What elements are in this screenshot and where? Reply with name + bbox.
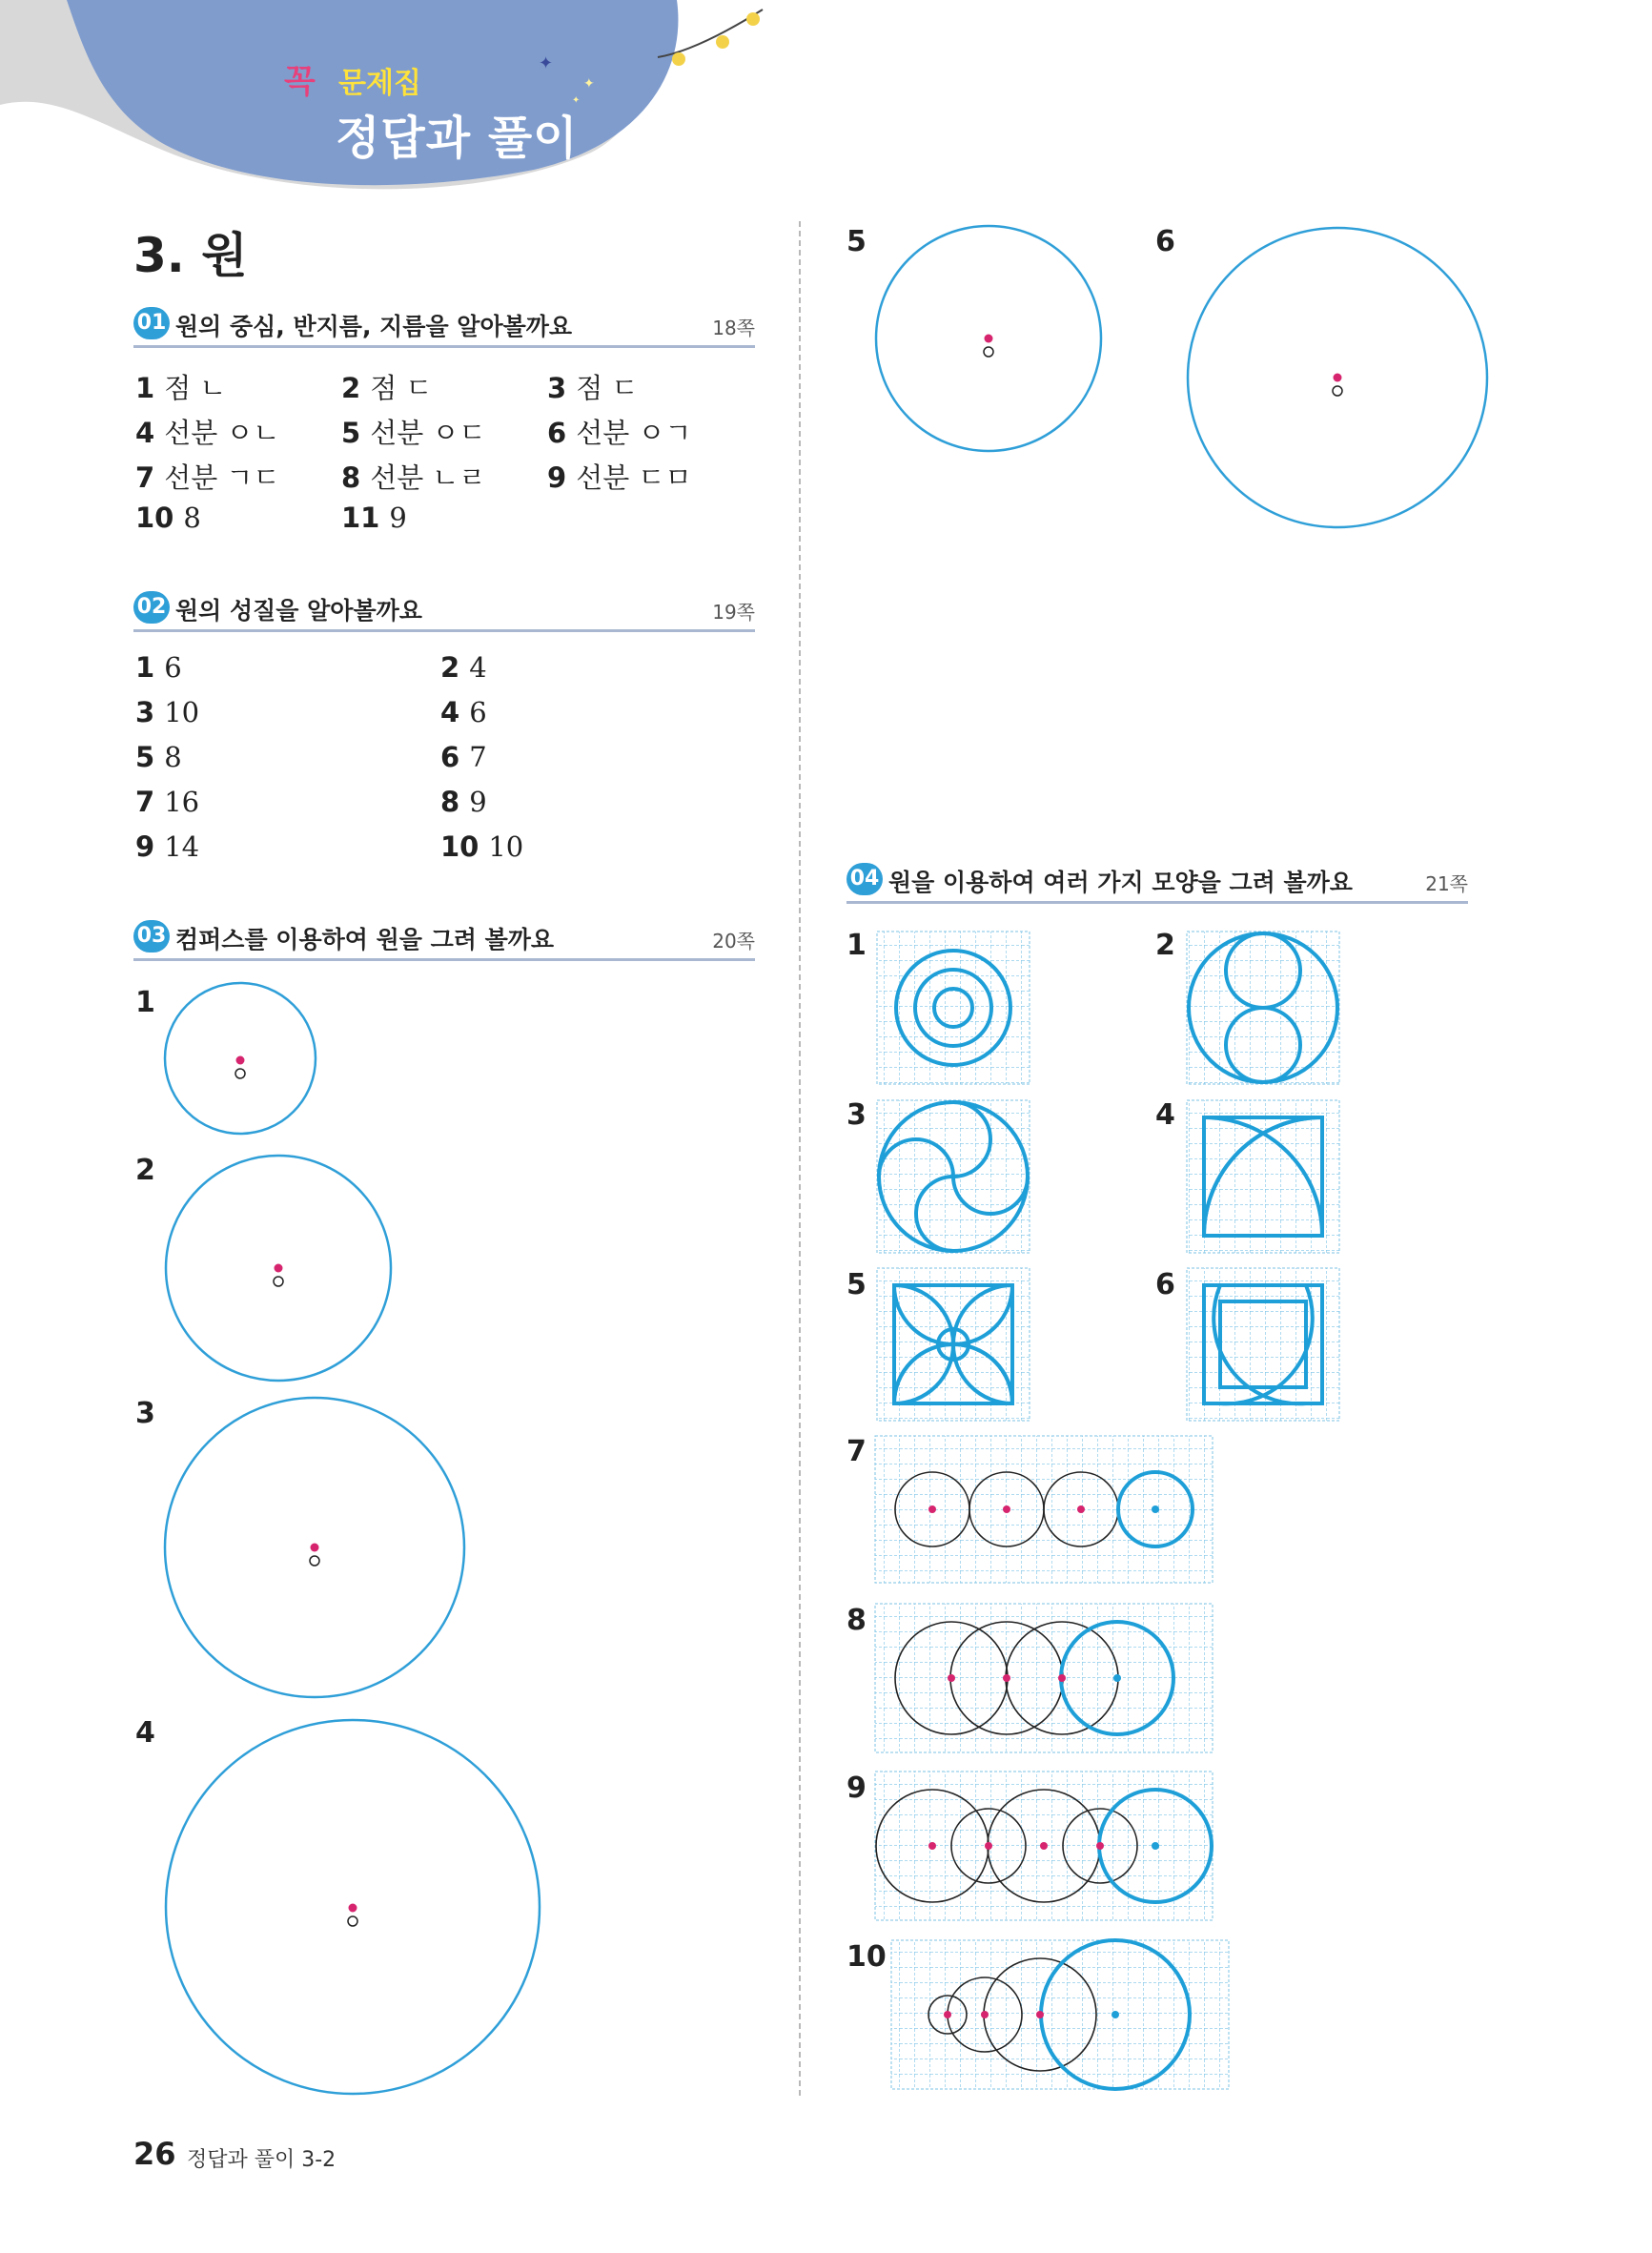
section-title: 원의 성질을 알아볼까요 bbox=[175, 597, 422, 625]
answer-value: 선분 ㄱㄷ bbox=[164, 461, 280, 494]
answer-number: 2 bbox=[440, 651, 460, 684]
section-title: 원의 중심, 반지름, 지름을 알아볼까요 bbox=[175, 313, 573, 340]
section-number: 03 bbox=[133, 920, 170, 952]
question-number: 1 bbox=[135, 986, 155, 1019]
answer-number: 7 bbox=[135, 461, 155, 494]
svg-text:✦: ✦ bbox=[539, 53, 554, 73]
section-title: 컴퍼스를 이용하여 원을 그려 볼까요 bbox=[175, 926, 555, 953]
question-number: 10 bbox=[846, 1940, 887, 1974]
answer-number: 11 bbox=[341, 502, 380, 534]
section-page-ref: 18쪽 bbox=[712, 317, 755, 339]
section-number: 02 bbox=[133, 591, 170, 624]
answer-number: 8 bbox=[341, 461, 361, 494]
section-page-ref: 21쪽 bbox=[1425, 872, 1468, 895]
answer-value: 10 bbox=[164, 696, 200, 728]
answer-value: 9 bbox=[389, 502, 407, 534]
question-number: 2 bbox=[135, 1154, 155, 1187]
answer-number: 1 bbox=[135, 651, 155, 684]
answer-value: 점 ㄷ bbox=[370, 372, 433, 404]
answer-number: 10 bbox=[440, 830, 479, 863]
question-number: 9 bbox=[846, 1772, 867, 1805]
section-title: 원을 이용하여 여러 가지 모양을 그려 볼까요 bbox=[888, 869, 1353, 896]
pattern-4 bbox=[1187, 1100, 1339, 1253]
section-number: 01 bbox=[133, 307, 170, 339]
answer-value: 4 bbox=[469, 651, 487, 684]
answer-number: 7 bbox=[135, 786, 155, 818]
svg-text:✦: ✦ bbox=[583, 76, 595, 92]
answer-number: 10 bbox=[135, 502, 174, 534]
header-title: 정답과 풀이 bbox=[336, 112, 579, 165]
answer-value: 선분 ㄴㄹ bbox=[370, 461, 486, 494]
question-number: 8 bbox=[846, 1604, 867, 1637]
answer-number: 8 bbox=[440, 786, 460, 818]
pattern-6 bbox=[1187, 1268, 1339, 1421]
answer-number: 9 bbox=[547, 461, 567, 494]
answer-value: 선분 ㅇㄷ bbox=[370, 417, 486, 449]
question-number: 4 bbox=[135, 1716, 155, 1750]
question-number: 2 bbox=[1155, 929, 1175, 962]
brand-kkok-logo: 꼭 bbox=[284, 63, 316, 101]
answer-number: 1 bbox=[135, 372, 155, 404]
answer-number: 3 bbox=[547, 372, 567, 404]
question-number: 6 bbox=[1155, 225, 1175, 258]
answer-value: 점 ㄷ bbox=[576, 372, 639, 404]
answer-value: 10 bbox=[488, 830, 524, 863]
section-number: 04 bbox=[846, 863, 883, 895]
footer-text: 정답과 풀이 3-2 bbox=[187, 2148, 337, 2172]
svg-text:✦: ✦ bbox=[572, 95, 581, 106]
answer-number: 2 bbox=[341, 372, 361, 404]
answer-number: 5 bbox=[341, 417, 361, 449]
question-number: 6 bbox=[1155, 1268, 1175, 1301]
answer-value: 16 bbox=[164, 786, 200, 818]
section-page-ref: 20쪽 bbox=[712, 930, 755, 952]
pattern-8 bbox=[875, 1604, 1213, 1752]
page-number: 26 bbox=[133, 2136, 176, 2172]
answer-value: 8 bbox=[183, 502, 201, 534]
answer-value: 8 bbox=[164, 741, 182, 773]
answer-value: 14 bbox=[164, 830, 200, 863]
pattern-9 bbox=[875, 1772, 1213, 1920]
chapter-title: 3. 원 bbox=[133, 228, 248, 283]
question-number: 5 bbox=[846, 225, 867, 258]
question-number: 3 bbox=[846, 1098, 867, 1132]
answer-number: 3 bbox=[135, 696, 155, 728]
answer-value: 6 bbox=[469, 696, 487, 728]
pattern-7 bbox=[875, 1436, 1213, 1583]
pattern-5 bbox=[877, 1268, 1030, 1421]
pattern-3 bbox=[877, 1100, 1030, 1253]
answer-number: 4 bbox=[135, 417, 155, 449]
answer-value: 9 bbox=[469, 786, 487, 818]
question-number: 5 bbox=[846, 1268, 867, 1301]
answer-number: 6 bbox=[440, 741, 460, 773]
question-number: 4 bbox=[1155, 1098, 1175, 1132]
answer-value: 7 bbox=[469, 741, 487, 773]
answer-value: 선분 ㅇㄴ bbox=[164, 417, 280, 449]
pattern-1 bbox=[877, 932, 1030, 1084]
question-number: 7 bbox=[846, 1435, 867, 1468]
answer-value: 선분 ㅇㄱ bbox=[576, 417, 692, 449]
pattern-10 bbox=[891, 1940, 1229, 2089]
pattern-2 bbox=[1187, 932, 1339, 1084]
answer-number: 5 bbox=[135, 741, 155, 773]
question-number: 3 bbox=[135, 1397, 155, 1430]
answer-number: 9 bbox=[135, 830, 155, 863]
question-number: 1 bbox=[846, 929, 867, 962]
brand-series-label: 문제집 bbox=[338, 67, 421, 100]
answer-value: 점 ㄴ bbox=[164, 372, 227, 404]
answer-number: 4 bbox=[440, 696, 460, 728]
answer-value: 선분 ㄷㅁ bbox=[576, 461, 692, 494]
section-page-ref: 19쪽 bbox=[712, 601, 755, 624]
answer-number: 6 bbox=[547, 417, 567, 449]
answer-value: 6 bbox=[164, 651, 182, 684]
